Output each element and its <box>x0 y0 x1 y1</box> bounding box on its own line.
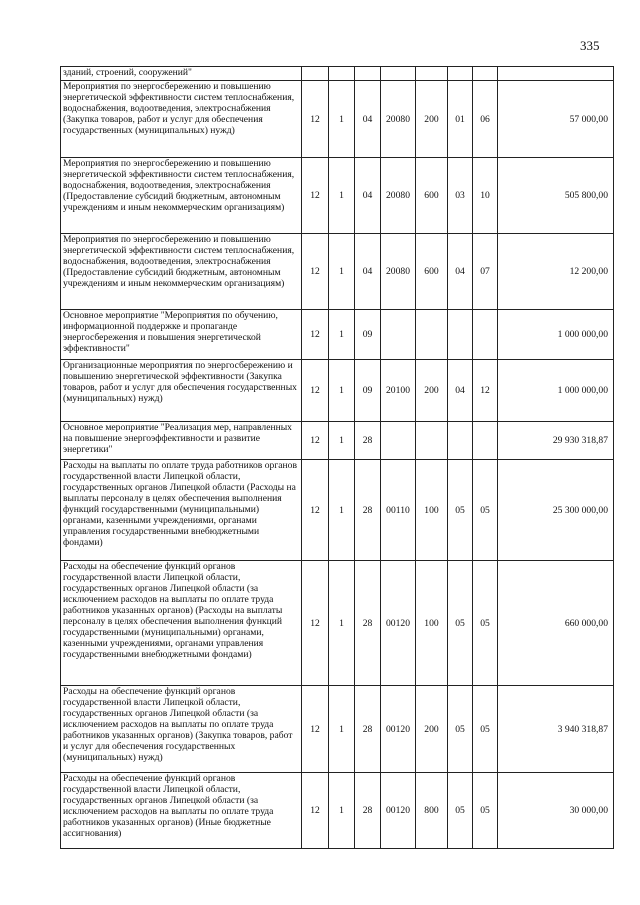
code-subprogram: 1 <box>329 81 355 158</box>
amount: 30 000,00 <box>498 773 614 849</box>
code-subsection <box>473 422 498 460</box>
code-section: 03 <box>448 158 473 234</box>
code-program: 12 <box>302 360 329 422</box>
code-subprogram: 1 <box>329 310 355 360</box>
amount: 1 000 000,00 <box>498 360 614 422</box>
amount: 29 930 318,87 <box>498 422 614 460</box>
code-section: 01 <box>448 81 473 158</box>
code-subprogram: 1 <box>329 460 355 561</box>
code-subsection <box>473 310 498 360</box>
code-direction: 20080 <box>381 234 416 310</box>
code-section <box>448 422 473 460</box>
table-row <box>61 310 614 360</box>
code-program: 12 <box>302 773 329 849</box>
amount <box>498 67 614 81</box>
code-program: 12 <box>302 158 329 234</box>
code-subsection: 05 <box>473 773 498 849</box>
code-subsection: 10 <box>473 158 498 234</box>
amount: 660 000,00 <box>498 561 614 686</box>
code-subsection: 05 <box>473 686 498 773</box>
amount: 12 200,00 <box>498 234 614 310</box>
amount: 1 000 000,00 <box>498 310 614 360</box>
code-subprogram: 1 <box>329 360 355 422</box>
code-subsection: 12 <box>473 360 498 422</box>
code-expense-type <box>416 422 448 460</box>
amount: 505 800,00 <box>498 158 614 234</box>
code-subprogram: 1 <box>329 773 355 849</box>
table-row <box>61 67 614 81</box>
code-expense-type: 800 <box>416 773 448 849</box>
code-event: 28 <box>355 561 381 686</box>
code-section: 04 <box>448 234 473 310</box>
table-row <box>61 561 614 686</box>
code-program: 12 <box>302 686 329 773</box>
code-event: 04 <box>355 234 381 310</box>
code-subsection: 06 <box>473 81 498 158</box>
code-program: 12 <box>302 460 329 561</box>
code-section <box>448 67 473 81</box>
amount: 3 940 318,87 <box>498 686 614 773</box>
row-name: Расходы на обеспечение функций органов государственной власти Липецкой области, государственных органов Липецкой области (за исключением расходов на выплаты по оплате труда работников указанных органов) (Закупка товаров, работ и услуг для обеспечения государственных (муниципальных) нужд) <box>61 686 302 773</box>
code-expense-type <box>416 67 448 81</box>
row-name: Расходы на выплаты по оплате труда работников органов государственной власти Липецкой области, государственных органов Липецкой области (Расходы на выплаты персоналу в целях обеспечения выполнения функций государственными (муниципальными) органами, казенными учреждениями, органами управления государственными внебюджетными фондами) <box>61 460 302 561</box>
table-row <box>61 773 614 849</box>
code-subprogram: 1 <box>329 158 355 234</box>
table-row <box>61 234 614 310</box>
code-subsection: 05 <box>473 460 498 561</box>
code-subprogram: 1 <box>329 686 355 773</box>
code-program: 12 <box>302 234 329 310</box>
code-direction: 00120 <box>381 561 416 686</box>
code-subprogram <box>329 67 355 81</box>
code-event: 09 <box>355 360 381 422</box>
code-expense-type: 200 <box>416 686 448 773</box>
code-direction: 20100 <box>381 360 416 422</box>
row-name: зданий, строений, сооружений" <box>61 67 302 81</box>
code-direction: 00120 <box>381 773 416 849</box>
code-section: 05 <box>448 773 473 849</box>
code-direction <box>381 422 416 460</box>
code-direction <box>381 67 416 81</box>
code-event <box>355 67 381 81</box>
code-subprogram: 1 <box>329 422 355 460</box>
row-name: Мероприятия по энергосбережению и повышению энергетической эффективности систем теплоснабжения, водоснабжения, водоотведения, электроснабжения (Предоставление субсидий бюджетным, автономным учреждениям и иным некоммерческим организациям) <box>61 234 302 310</box>
code-program: 12 <box>302 422 329 460</box>
code-program <box>302 67 329 81</box>
code-subprogram: 1 <box>329 234 355 310</box>
code-event: 28 <box>355 686 381 773</box>
table-row <box>61 158 614 234</box>
code-section: 05 <box>448 460 473 561</box>
code-expense-type: 100 <box>416 561 448 686</box>
code-event: 04 <box>355 158 381 234</box>
code-subsection: 07 <box>473 234 498 310</box>
code-program: 12 <box>302 310 329 360</box>
amount: 57 000,00 <box>498 81 614 158</box>
table-row <box>61 422 614 460</box>
code-direction: 20080 <box>381 81 416 158</box>
table-row <box>61 360 614 422</box>
table-row <box>61 460 614 561</box>
code-expense-type: 200 <box>416 360 448 422</box>
table-row <box>61 81 614 158</box>
code-event: 09 <box>355 310 381 360</box>
code-expense-type: 100 <box>416 460 448 561</box>
row-name: Расходы на обеспечение функций органов государственной власти Липецкой области, государственных органов Липецкой области (за исключением расходов на выплаты по оплате труда работников указанных органов) (Иные бюджетные ассигнования) <box>61 773 302 849</box>
code-direction <box>381 310 416 360</box>
row-name: Основное мероприятие "Реализация мер, направленных на повышение энергоэффективности и развитие энергетики" <box>61 422 302 460</box>
code-section: 05 <box>448 686 473 773</box>
code-expense-type <box>416 310 448 360</box>
code-subprogram: 1 <box>329 561 355 686</box>
code-event: 04 <box>355 81 381 158</box>
code-event: 28 <box>355 422 381 460</box>
page-number: 335 <box>580 38 600 53</box>
code-section <box>448 310 473 360</box>
row-name: Расходы на обеспечение функций органов государственной власти Липецкой области, государственных органов Липецкой области (за исключением расходов на выплаты по оплате труда работников указанных органов) (Расходы на выплаты персоналу в целях обеспечения выполнения функций государственными (муниципальными) органами, казенными учреждениями, органами управления государственными внебюджетными фондами) <box>61 561 302 686</box>
row-name: Основное мероприятие "Мероприятия по обучению, информационной поддержке и пропаганде энергосбережения и повышения энергетической эффективности" <box>61 310 302 360</box>
code-program: 12 <box>302 561 329 686</box>
row-name: Мероприятия по энергосбережению и повышению энергетической эффективности систем теплоснабжения, водоснабжения, водоотведения, электроснабжения (Закупка товаров, работ и услуг для обеспечения государственных (муниципальных) нужд) <box>61 81 302 158</box>
code-expense-type: 600 <box>416 234 448 310</box>
code-program: 12 <box>302 81 329 158</box>
code-subsection: 05 <box>473 561 498 686</box>
amount: 25 300 000,00 <box>498 460 614 561</box>
code-section: 04 <box>448 360 473 422</box>
table-row <box>61 686 614 773</box>
budget-table <box>60 66 614 849</box>
code-direction: 00120 <box>381 686 416 773</box>
code-event: 28 <box>355 460 381 561</box>
row-name: Организационные мероприятия по энергосбережению и повышению энергетической эффективности (Закупка товаров, работ и услуг для обеспечения государственных (муниципальных) нужд) <box>61 360 302 422</box>
code-event: 28 <box>355 773 381 849</box>
code-expense-type: 200 <box>416 81 448 158</box>
code-subsection <box>473 67 498 81</box>
row-name: Мероприятия по энергосбережению и повышению энергетической эффективности систем теплоснабжения, водоснабжения, водоотведения, электроснабжения (Предоставление субсидий бюджетным, автономным учреждениям и иным некоммерческим организациям) <box>61 158 302 234</box>
code-expense-type: 600 <box>416 158 448 234</box>
code-direction: 00110 <box>381 460 416 561</box>
code-section: 05 <box>448 561 473 686</box>
code-direction: 20080 <box>381 158 416 234</box>
